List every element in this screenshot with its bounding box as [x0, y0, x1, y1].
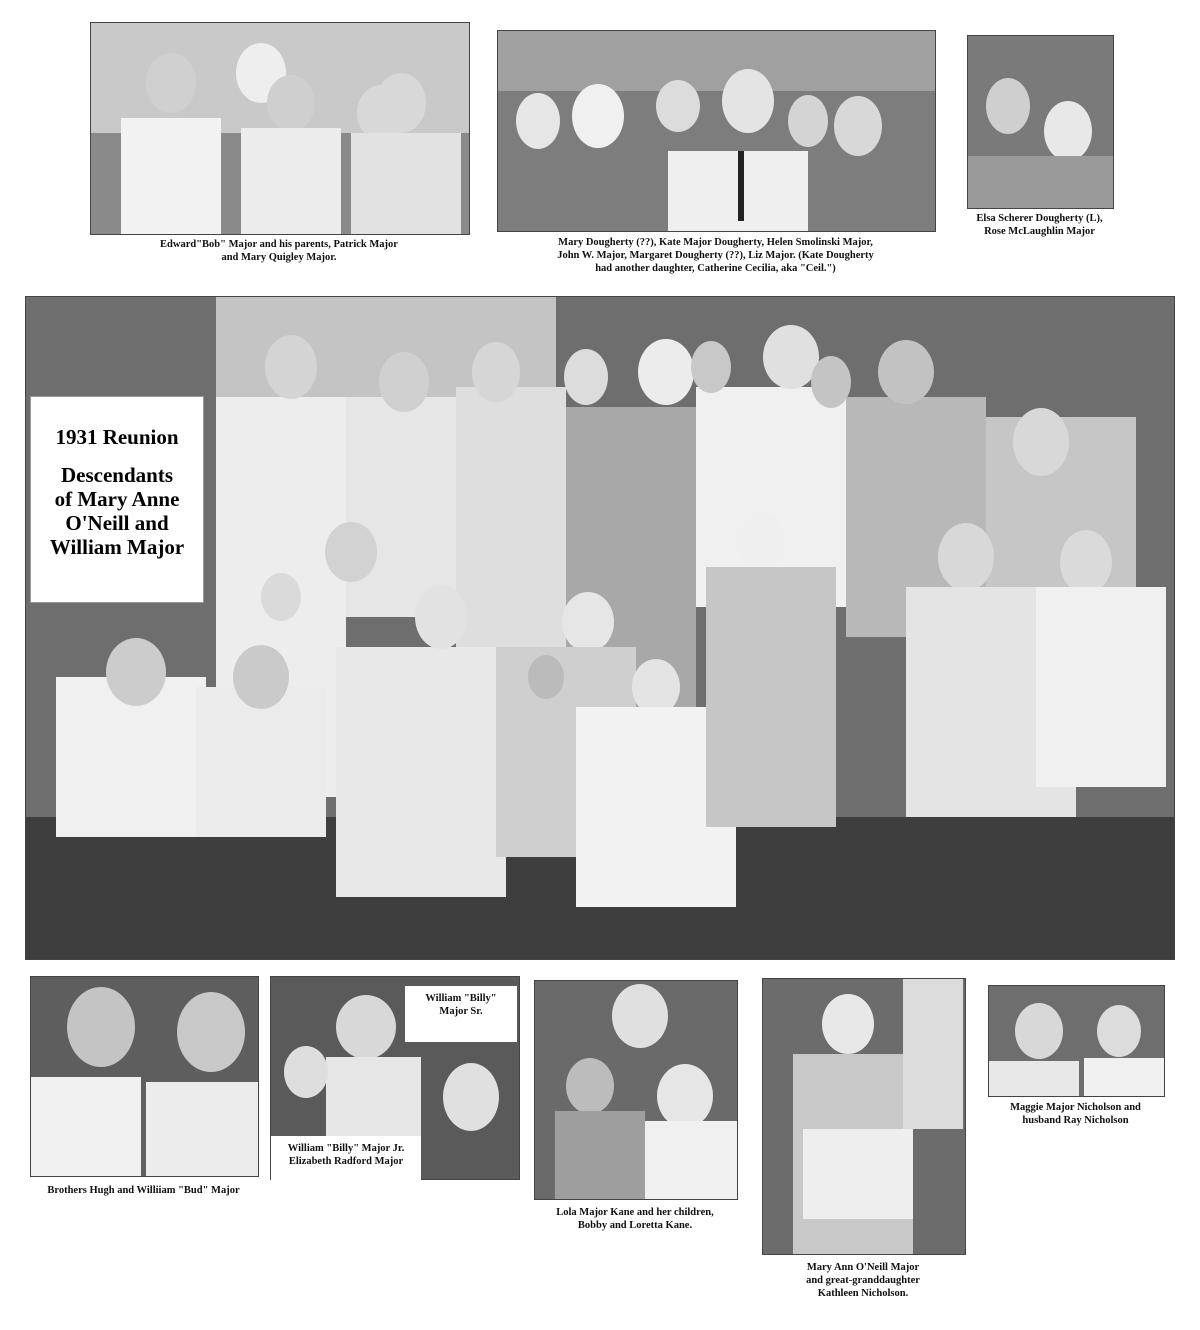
- photo-maggie-and-ray-nicholson: [988, 985, 1165, 1097]
- caption-maggie-and-ray-nicholson: Maggie Major Nicholson and husband Ray Nicholson: [1010, 1102, 1141, 1126]
- photo-hugh-and-bud-major: [30, 976, 259, 1177]
- caption-lola-major-kane: Lola Major Kane and her children, Bobby and Loretta Kane.: [556, 1207, 714, 1231]
- reunion-title: 1931 Reunion: [55, 425, 179, 449]
- photo-lola-major-kane-and-children: [534, 980, 738, 1200]
- inset-label-billy-sr: William "Billy" Major Sr.: [405, 986, 517, 1042]
- photo-elsa-and-rose: [967, 35, 1114, 209]
- photo-mary-ann-oneill-major: [762, 978, 966, 1255]
- caption-dougherty-major-group: Mary Dougherty (??), Kate Major Dougherty, Helen Smolinski Major, John W. Major, Margaret Dougherty (??), Liz Major. (Kate Dougherty had another daughter, Catherine Cecilia, aka "Ceil."): [557, 237, 874, 274]
- caption-elsa-and-rose: Elsa Scherer Dougherty (L), Rose McLaughlin Major: [976, 213, 1103, 237]
- photo-dougherty-major-group: [497, 30, 936, 232]
- caption-mary-ann-oneill-major: Mary Ann O'Neill Major and great-granddaughter Kathleen Nicholson.: [806, 1262, 920, 1299]
- caption-hugh-and-bud-major: Brothers Hugh and Williiam "Bud" Major: [47, 1185, 240, 1196]
- reunion-subtitle: Descendants of Mary Anne O'Neill and William Major: [49, 463, 185, 559]
- caption-bob-major-and-parents: Edward"Bob" Major and his parents, Patrick Major and Mary Quigley Major.: [160, 239, 398, 263]
- inset-label-billy-jr-elizabeth: William "Billy" Major Jr. Elizabeth Radford Major: [271, 1136, 421, 1182]
- reunion-label-box: [30, 396, 204, 603]
- photo-bob-major-and-parents: [90, 22, 470, 235]
